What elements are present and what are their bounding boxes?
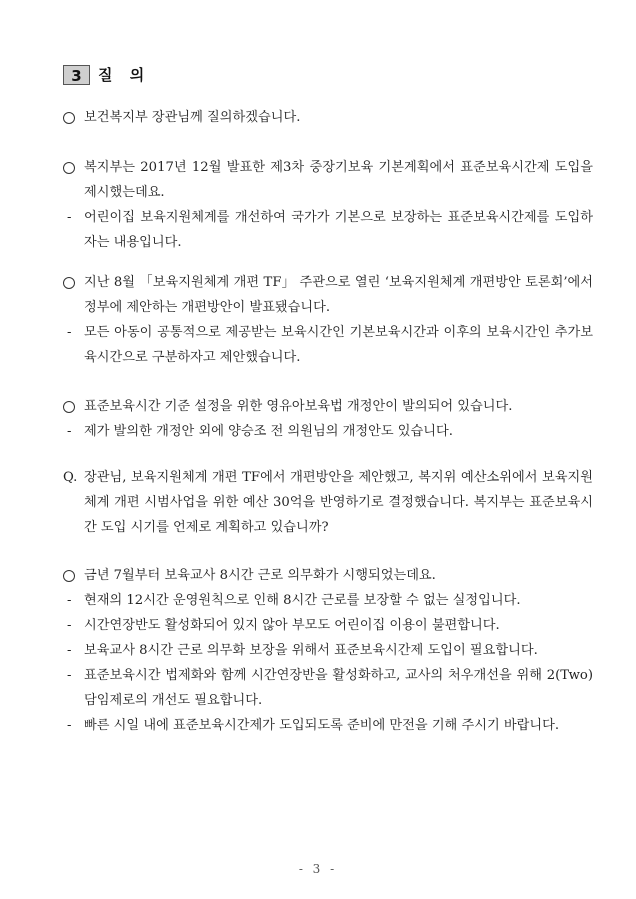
sub-item	[63, 419, 593, 444]
dash-bullet: -	[67, 643, 72, 658]
bullet-item	[63, 394, 593, 419]
circle-bullet-icon	[63, 563, 75, 591]
bullet-item	[63, 270, 593, 320]
page-number: - 3 -	[298, 862, 338, 876]
dash-bullet: -	[67, 668, 72, 683]
sub-text: 보육교사 8시간 근로 의무화 보장을 위해서 표준보육시간제 도입이 필요합니다.	[84, 643, 538, 658]
bullet-item	[63, 105, 593, 130]
bullet-text: 복지부는 2017년 12월 발표한 제3차 중장기보육 기본계획에서 표준보육시간제 도입을 제시했는데요.	[84, 160, 593, 200]
paragraph-tf	[63, 270, 593, 370]
paragraph-teacher-hours	[63, 563, 593, 738]
sub-text: 빠른 시일 내에 표준보육시간제가 도입되도록 준비에 만전을 기해 주시기 바랍니다.	[84, 718, 560, 733]
sub-text: 표준보육시간 법제화와 함께 시간연장반을 활성화하고, 교사의 처우개선을 위해 2(Two)담임제로의 개선도 필요합니다.	[84, 668, 593, 708]
bullet-text: 금년 7월부터 보육교사 8시간 근로 의무화가 시행되었는데요.	[84, 568, 436, 583]
sub-item	[63, 613, 593, 638]
dash-bullet: -	[67, 210, 72, 225]
circle-bullet-icon	[63, 155, 75, 183]
section-title: 질 의	[98, 66, 151, 84]
sub-text: 시간연장반도 활성화되어 있지 않아 부모도 어린이집 이용이 불편합니다.	[84, 618, 500, 633]
paragraph-plan	[63, 155, 593, 255]
bullet-item	[63, 155, 593, 205]
paragraph-greeting	[63, 105, 593, 130]
bullet-text: 표준보육시간 기준 설정을 위한 영유아보육법 개정안이 발의되어 있습니다.	[84, 399, 513, 414]
sub-text: 모든 아동이 공통적으로 제공받는 보육시간인 기본보육시간과 이후의 보육시간인 추가보육시간으로 구분하자고 제안했습니다.	[84, 325, 593, 365]
sub-text: 현재의 12시간 운영원칙으로 인해 8시간 근로를 보장할 수 없는 실정입니다.	[84, 593, 521, 608]
sub-text: 제가 발의한 개정안 외에 양승조 전 의원님의 개정안도 있습니다.	[84, 424, 453, 439]
question-item	[63, 465, 593, 540]
paragraph-bill	[63, 394, 593, 444]
dash-bullet: -	[67, 593, 72, 608]
bullet-text: 지난 8월 「보육지원체계 개편 TF」 주관으로 열린 ‘보육지원체계 개편방안 토론회’에서 정부에 제안하는 개편방안이 발표됐습니다.	[84, 275, 593, 315]
section-number-box: 3	[63, 65, 90, 85]
question-marker: Q.	[63, 470, 78, 485]
question-text: 장관님, 보육지원체계 개편 TF에서 개편방안을 제안했고, 복지위 예산소위에서 보육지원체계 개편 시범사업을 위한 예산 30억을 반영하기로 결정했습니다. 복지부는 표준보육시간 도입 시기를 언제로 계획하고 있습니까?	[84, 470, 593, 535]
circle-bullet-icon	[63, 105, 75, 133]
sub-item	[63, 588, 593, 613]
circle-bullet-icon	[63, 394, 75, 422]
bullet-text: 보건복지부 장관님께 질의하겠습니다.	[84, 110, 301, 125]
dash-bullet: -	[67, 718, 72, 733]
section-header	[63, 64, 150, 85]
sub-item	[63, 663, 593, 713]
bullet-item	[63, 563, 593, 588]
dash-bullet: -	[67, 424, 72, 439]
dash-bullet: -	[67, 325, 72, 340]
sub-text: 어린이집 보육지원체계를 개선하여 국가가 기본으로 보장하는 표준보육시간제를 도입하자는 내용입니다.	[84, 210, 593, 250]
sub-item	[63, 638, 593, 663]
dash-bullet: -	[67, 618, 72, 633]
sub-item	[63, 320, 593, 370]
question-paragraph	[63, 465, 593, 540]
sub-item	[63, 205, 593, 255]
sub-item	[63, 713, 593, 738]
circle-bullet-icon	[63, 270, 75, 298]
